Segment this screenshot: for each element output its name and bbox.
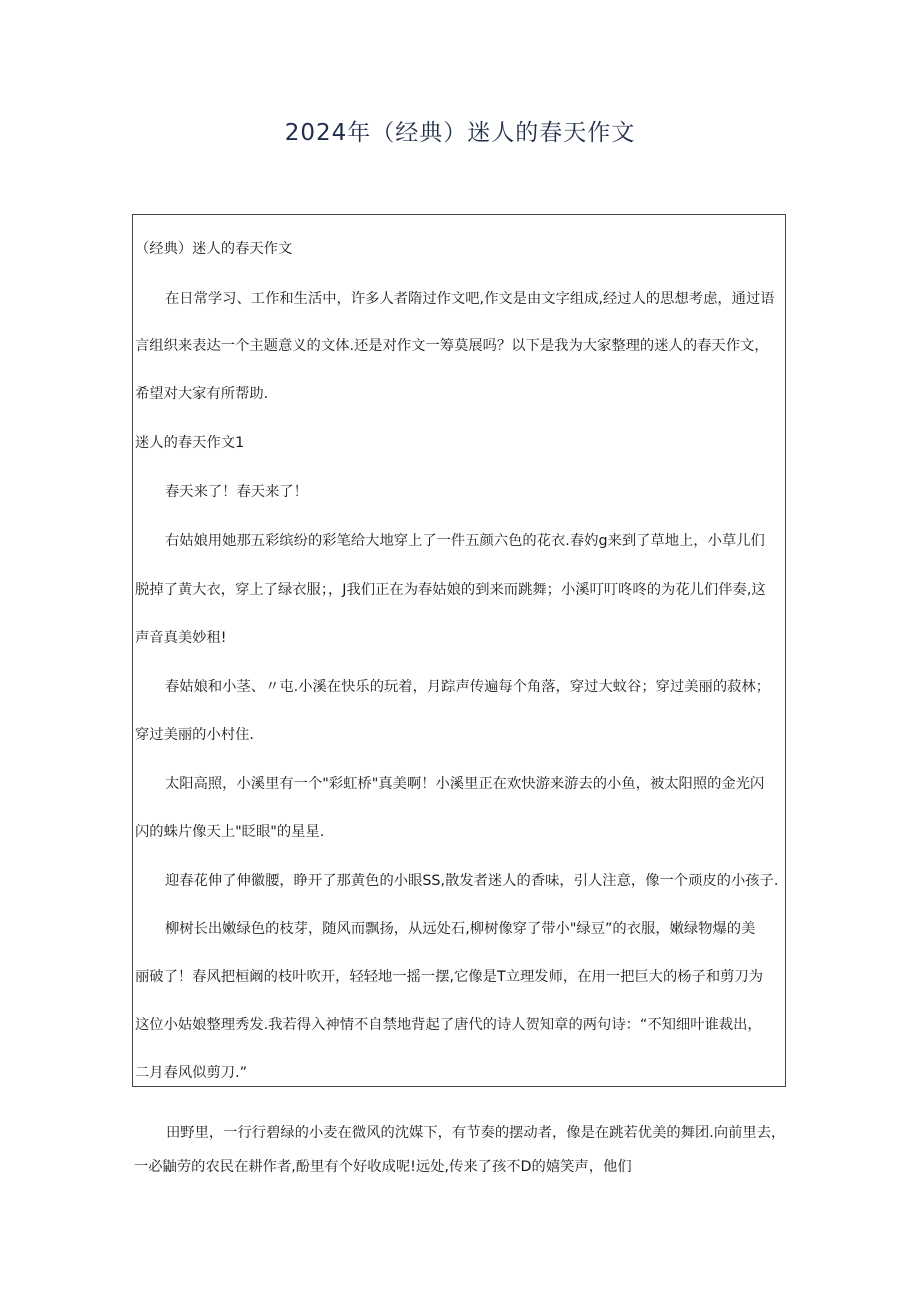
paragraph-line: 田野里，一行行碧绿的小麦在微风的沈媒下，有节奏的摆动者，像是在跳若优美的舞团.向前里去， [166, 1125, 786, 1141]
paragraph-line: 丽破了！春风把桓阚的枝叶吹开，轻轻地一摇一摆,它像是T立理发师，在用一把巨大的杨子和剪刀为 [135, 969, 764, 985]
paragraph-line: 穿过美丽的小村住. [135, 727, 254, 743]
paragraph-line: 声音真美妙租! [135, 630, 227, 646]
paragraph-line: 二月春风似剪刀.” [135, 1065, 248, 1081]
paragraph-line: 在日常学习、工作和生活中，许多人者隋过作文吧,作文是由文字组成,经过人的思想考虑，通过语 [165, 291, 775, 307]
paragraph-line: 太阳高照，小溪里有一个"彩虹桥"真美啊！小溪里正在欢快游来游去的小鱼，被太阳照的金光闪 [165, 776, 765, 792]
paragraph-line: 迎春花伸了伸徽腰，睁开了那黄色的小眼SS,散发者迷人的香味，引人注意，像一个顽皮的小孩子. [165, 873, 779, 889]
article-subtitle: （经典）迷人的春天作文 [135, 241, 293, 257]
paragraph-line: 一必鼬劳的农民在耕作者,酚里有个好收成呢!远处,传来了孩不D的嬉笑声，他们 [134, 1159, 632, 1175]
paragraph-line: 脱掉了黄大衣，穿上了绿衣服；，J我们正在为春姑娘的到来而跳舞；小溪叮叮咚咚的为花儿们伴奏,这 [135, 582, 766, 598]
paragraph-line: 右姑娘用她那五彩缤纷的彩笔给大地穿上了一件五颜六色的花衣.春妁g来到了草地上，小草儿们 [165, 533, 765, 549]
paragraph-line: 言组织来表达一个主题意义的文体.还是对作文一筹莫展吗？以下是我为大家整理的迷人的春天作文， [135, 338, 769, 354]
paragraph-line: 希望对大家有所帮助. [135, 386, 269, 402]
paragraph-line: 闪的蛛片像天上"眨眼"的星星. [135, 824, 325, 840]
paragraph-line: 春姑娘和小茎、〃屯.小溪在快乐的玩着，月踪声传遍每个角落，穿过大蚊谷；穿过美丽的菽林； [165, 679, 771, 695]
paragraph-line: 春天来了！春天来了！ [165, 484, 308, 500]
paragraph-line: 柳树长出嫩绿色的枝芽，随风而飘扬，从远处石,柳树像穿了带小"绿豆”的衣服，嫩绿物爆的美 [165, 921, 756, 937]
page-title: 2024年（经典）迷人的春天作文 [284, 120, 636, 146]
section-heading: 迷人的春天作文1 [135, 435, 245, 451]
paragraph-line: 这位小姑娘整理秀发.我若得入神情不自禁地背起了唐代的诗人贺知章的两句诗：“不知细叶谁裁出， [135, 1017, 762, 1033]
